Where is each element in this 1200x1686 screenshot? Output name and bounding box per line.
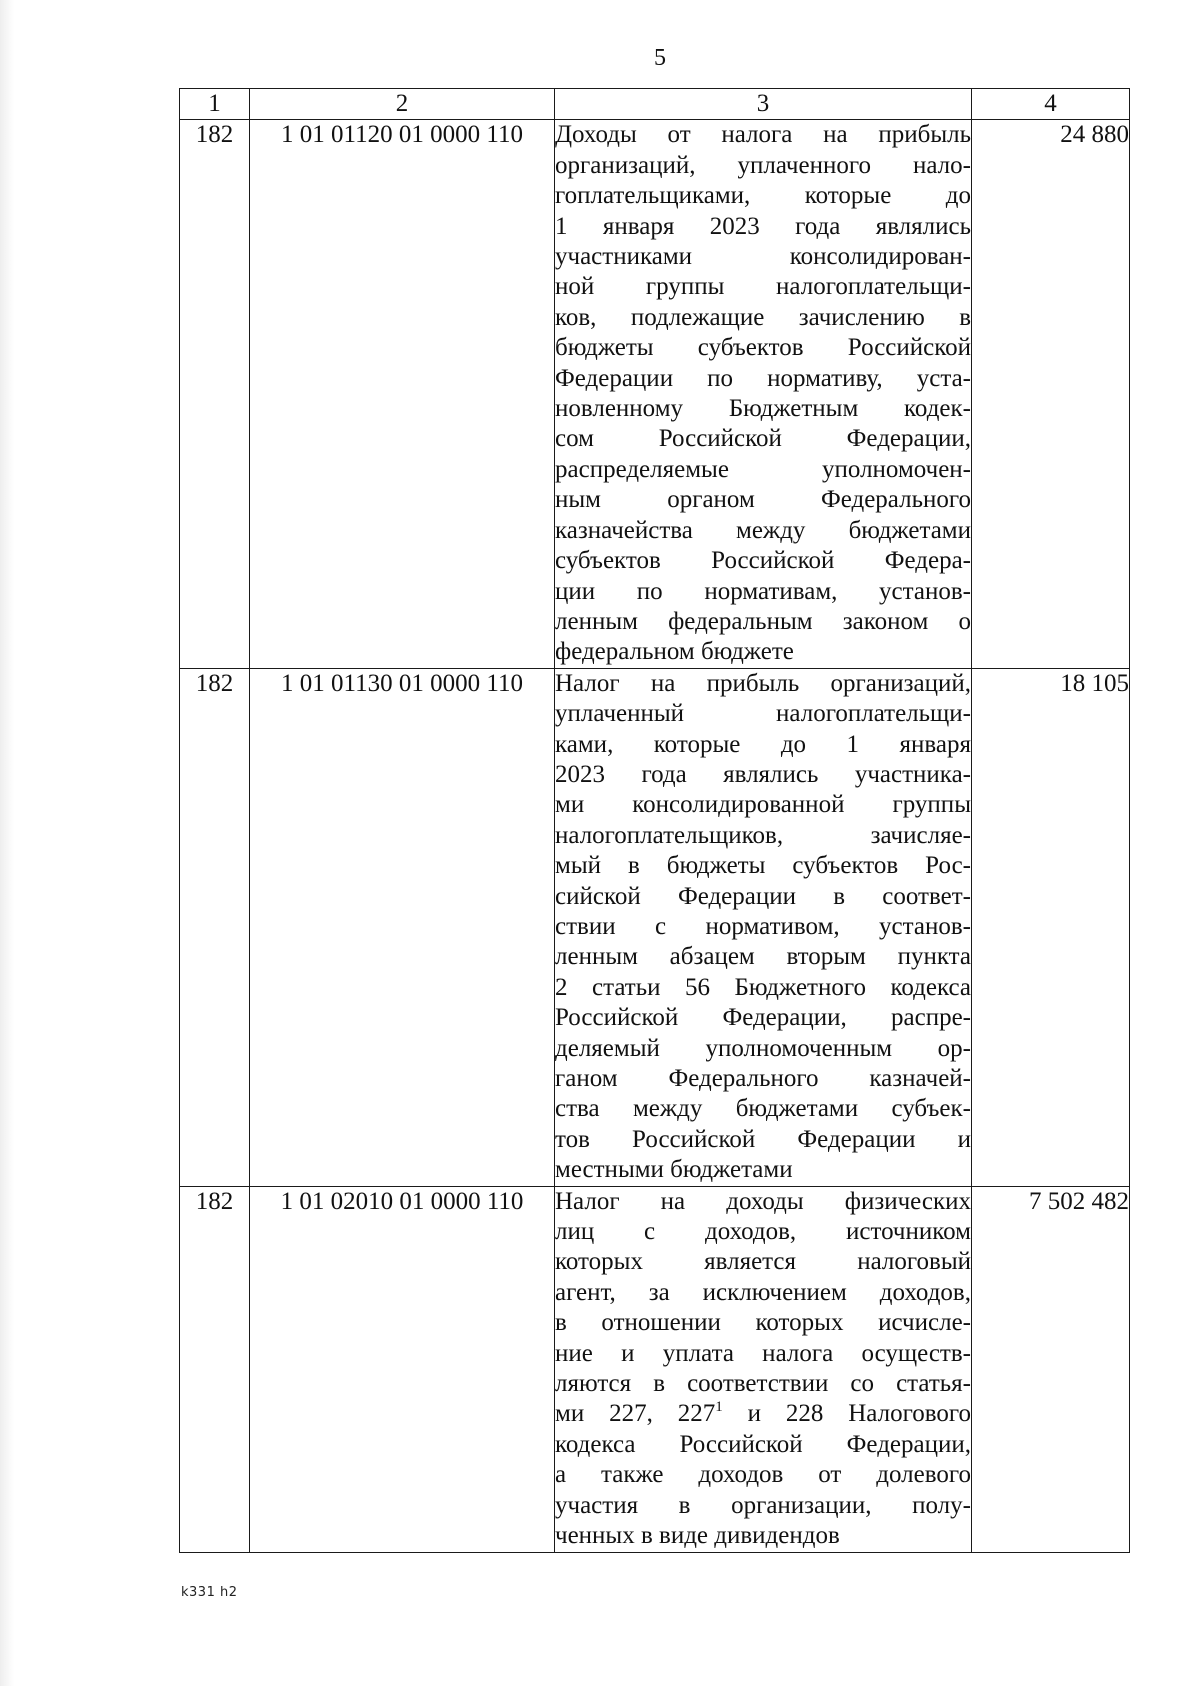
text-line: ков, подлежащие зачислению в: [555, 303, 971, 331]
table-row: [180, 120, 1130, 668]
text-fragment: ми 227, 227: [555, 1400, 716, 1428]
column-header-2: 2: [250, 89, 555, 120]
text-line: уплаченный налогоплательщи-: [555, 700, 971, 728]
text-line: Налог на прибыль организаций,: [555, 669, 971, 697]
text-line: в отношении которых исчисле-: [555, 1309, 971, 1337]
text-line: ствии с нормативом, установ-: [555, 912, 971, 940]
text-line: бюджеты субъектов Российской: [555, 334, 971, 362]
table-header-row: [180, 89, 1130, 120]
text-line: ками, которые до 1 января: [555, 730, 971, 758]
text-line: ным органом Федерального: [555, 486, 971, 514]
text-line: субъектов Российской Федера-: [555, 547, 971, 575]
document-footer-code: k331 h2: [181, 1585, 238, 1600]
text-line: сийской Федерации в соответ-: [555, 882, 971, 910]
text-fragment: и 228 Налогового: [722, 1400, 971, 1428]
text-line: Доходы от налога на прибыль: [555, 121, 971, 149]
text-line: ленным федеральным законом о: [555, 607, 971, 635]
revenue-table: [179, 88, 1130, 1553]
text-line: агент, за исключением доходов,: [555, 1278, 971, 1306]
text-line: кодекса Российской Федерации,: [555, 1430, 971, 1458]
text-line: Налог на доходы физических: [555, 1187, 971, 1215]
scan-edge-shadow: [0, 0, 14, 1686]
text-line: деляемый уполномоченным ор-: [555, 1034, 971, 1062]
amount-cell: 24 880: [972, 120, 1130, 668]
column-header-1: 1: [180, 89, 250, 120]
text-line: 2023 года являлись участника-: [555, 760, 971, 788]
text-line: ганом Федерального казначей-: [555, 1065, 971, 1092]
text-line: местными бюджетами: [555, 1156, 793, 1184]
kbk-code-cell: 1 01 01130 01 0000 110: [250, 668, 555, 1186]
text-line: ства между бюджетами субъек-: [555, 1095, 971, 1123]
revenue-name-cell: [555, 1186, 972, 1552]
superscript-mark: 1: [715, 1399, 723, 1416]
text-line: лиц с доходов, источником: [555, 1218, 971, 1246]
text-line: Федерации по нормативу, уста-: [555, 364, 971, 392]
column-header-4: 4: [972, 89, 1130, 120]
text-line: ченных в виде дивидендов: [555, 1522, 840, 1550]
admin-code-cell: 182: [180, 1186, 250, 1552]
text-line: ной группы налогоплательщи-: [555, 273, 971, 301]
table-row: [180, 668, 1130, 1186]
admin-code-cell: 182: [180, 120, 250, 668]
page-number: 5: [654, 45, 666, 71]
text-line: 2 статьи 56 Бюджетного кодекса: [555, 973, 971, 1001]
text-line: участниками консолидирован-: [555, 243, 971, 271]
text-line: распределяемые уполномочен-: [555, 455, 971, 483]
text-line: ленным абзацем вторым пункта: [555, 943, 971, 971]
text-line-with-superscript: [555, 1399, 971, 1429]
text-line: новленному Бюджетным кодек-: [555, 395, 971, 423]
text-line: которых является налоговый: [555, 1248, 971, 1276]
kbk-code-cell: 1 01 02010 01 0000 110: [250, 1186, 555, 1552]
text-line: тов Российской Федерации и: [555, 1125, 971, 1153]
text-line: мый в бюджеты субъектов Рос-: [555, 852, 971, 880]
amount-cell: 7 502 482: [972, 1186, 1130, 1552]
text-line: ми консолидированной группы: [555, 791, 971, 819]
text-line: федеральном бюджете: [555, 638, 794, 666]
text-line: гоплательщиками, которые до: [555, 182, 971, 210]
kbk-code-cell: 1 01 01120 01 0000 110: [250, 120, 555, 668]
table-row: [180, 1186, 1130, 1552]
text-line: ции по нормативам, установ-: [555, 577, 971, 605]
revenue-name-cell: [555, 120, 972, 668]
text-line: казначейства между бюджетами: [555, 516, 971, 544]
admin-code-cell: 182: [180, 668, 250, 1186]
text-line: организаций, уплаченного нало-: [555, 151, 971, 179]
revenue-name-cell: [555, 668, 972, 1186]
text-line: Российской Федерации, распре-: [555, 1004, 971, 1032]
text-line: ляются в соответствии со статья-: [555, 1370, 971, 1398]
text-line: ние и уплата налога осуществ-: [555, 1339, 971, 1367]
text-line: участия в организации, полу-: [555, 1491, 971, 1519]
amount-cell: 18 105: [972, 668, 1130, 1186]
text-line: налогоплательщиков, зачисляе-: [555, 821, 971, 849]
text-line: а также доходов от долевого: [555, 1461, 971, 1489]
text-line: сом Российской Федерации,: [555, 425, 971, 453]
text-line: 1 января 2023 года являлись: [555, 212, 971, 240]
column-header-3: 3: [555, 89, 972, 120]
